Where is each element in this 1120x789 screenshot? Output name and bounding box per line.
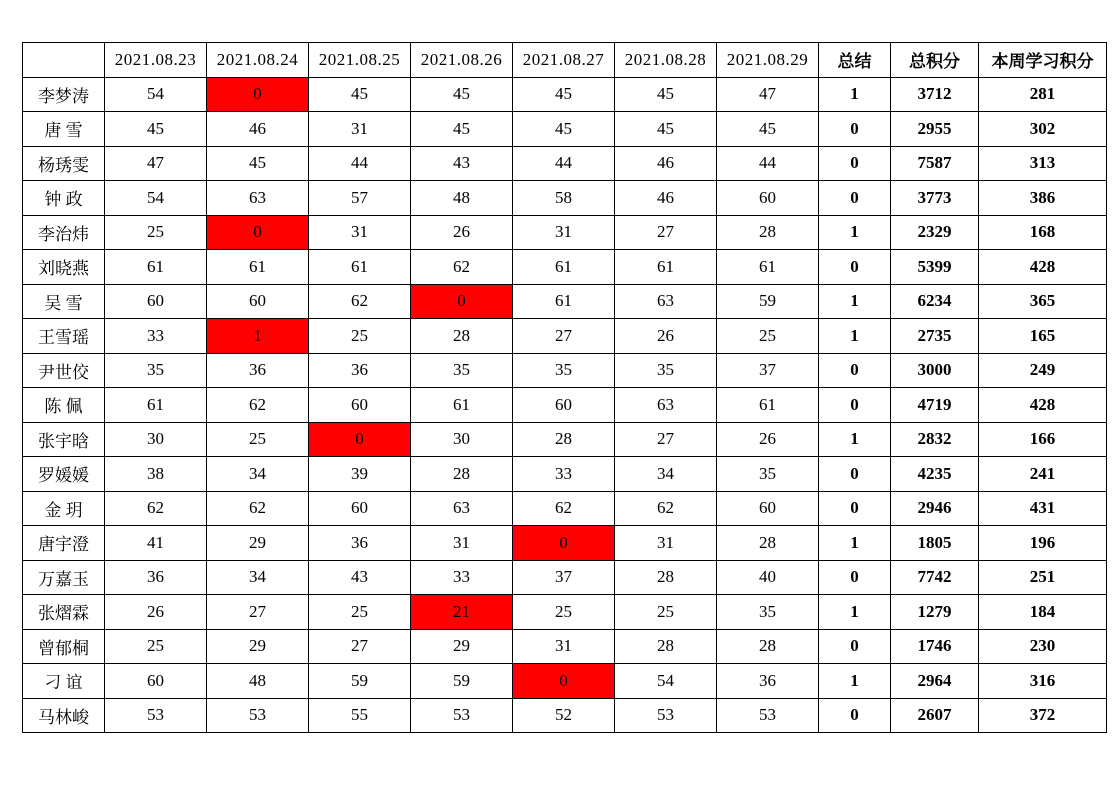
score-cell: 44: [717, 146, 819, 181]
weekly-points-cell: 365: [979, 284, 1107, 319]
table-row: [23, 353, 1107, 388]
score-cell: 34: [207, 457, 309, 492]
score-cell: 27: [615, 422, 717, 457]
score-cell: 45: [105, 112, 207, 147]
weekly-points-cell: 165: [979, 319, 1107, 354]
score-cell: 26: [615, 319, 717, 354]
score-cell: 33: [411, 560, 513, 595]
score-cell: 28: [411, 457, 513, 492]
weekly-points-cell: 428: [979, 388, 1107, 423]
summary-cell: 1: [819, 664, 891, 699]
summary-cell: 0: [819, 698, 891, 733]
total-points-cell: 6234: [891, 284, 979, 319]
score-cell: 33: [513, 457, 615, 492]
score-cell: 36: [717, 664, 819, 699]
table-row: [23, 215, 1107, 250]
summary-cell: 0: [819, 560, 891, 595]
total-points-cell: 3773: [891, 181, 979, 216]
student-name-cell: 张宇晗: [23, 422, 105, 457]
student-name-cell: 万嘉玉: [23, 560, 105, 595]
score-cell: 35: [717, 457, 819, 492]
score-cell: 25: [309, 595, 411, 630]
score-cell: 30: [105, 422, 207, 457]
summary-cell: 1: [819, 215, 891, 250]
summary-cell: 0: [819, 457, 891, 492]
score-cell: 45: [207, 146, 309, 181]
score-cell: 29: [207, 629, 309, 664]
score-cell: 63: [615, 284, 717, 319]
score-cell: 28: [615, 629, 717, 664]
score-cell: 36: [309, 526, 411, 561]
column-header-date: 2021.08.26: [411, 43, 513, 78]
table-row: [23, 595, 1107, 630]
score-cell: 59: [309, 664, 411, 699]
score-cell: 62: [411, 250, 513, 285]
student-name-cell: 杨琇雯: [23, 146, 105, 181]
score-cell: 26: [105, 595, 207, 630]
score-cell: 25: [105, 629, 207, 664]
score-cell-highlighted: 0: [309, 422, 411, 457]
score-cell: 46: [615, 146, 717, 181]
student-name-cell: 尹世佼: [23, 353, 105, 388]
score-cell: 34: [207, 560, 309, 595]
score-cell: 60: [105, 284, 207, 319]
summary-cell: 0: [819, 353, 891, 388]
score-cell-highlighted: 0: [207, 215, 309, 250]
score-cell: 44: [309, 146, 411, 181]
column-header-date: 2021.08.27: [513, 43, 615, 78]
score-cell-highlighted: 0: [513, 526, 615, 561]
score-cell: 62: [309, 284, 411, 319]
score-cell-highlighted: 0: [513, 664, 615, 699]
score-cell: 31: [309, 112, 411, 147]
table-row: [23, 146, 1107, 181]
score-cell: 37: [513, 560, 615, 595]
score-cell-highlighted: 21: [411, 595, 513, 630]
score-cell: 61: [513, 284, 615, 319]
total-points-cell: 3712: [891, 77, 979, 112]
score-cell: 29: [411, 629, 513, 664]
weekly-points-cell: 386: [979, 181, 1107, 216]
weekly-points-cell: 230: [979, 629, 1107, 664]
score-cell: 43: [411, 146, 513, 181]
score-cell: 27: [309, 629, 411, 664]
summary-cell: 0: [819, 491, 891, 526]
score-cell: 61: [411, 388, 513, 423]
weekly-points-cell: 372: [979, 698, 1107, 733]
score-cell: 61: [615, 250, 717, 285]
score-cell: 25: [717, 319, 819, 354]
table-row: [23, 664, 1107, 699]
summary-cell: 0: [819, 146, 891, 181]
score-table-container: [22, 42, 1107, 733]
score-cell: 54: [105, 181, 207, 216]
score-cell: 28: [717, 629, 819, 664]
score-cell: 48: [207, 664, 309, 699]
weekly-points-cell: 431: [979, 491, 1107, 526]
weekly-points-cell: 428: [979, 250, 1107, 285]
score-cell: 35: [513, 353, 615, 388]
table-row: [23, 629, 1107, 664]
score-cell: 45: [615, 77, 717, 112]
score-cell: 35: [717, 595, 819, 630]
column-header-date: 2021.08.29: [717, 43, 819, 78]
summary-cell: 1: [819, 526, 891, 561]
column-header-date: 2021.08.23: [105, 43, 207, 78]
score-cell: 61: [207, 250, 309, 285]
weekly-points-cell: 168: [979, 215, 1107, 250]
table-row: [23, 250, 1107, 285]
table-row: [23, 457, 1107, 492]
score-cell: 61: [105, 388, 207, 423]
table-row: [23, 112, 1107, 147]
score-cell: 45: [717, 112, 819, 147]
total-points-cell: 2607: [891, 698, 979, 733]
score-cell: 62: [207, 388, 309, 423]
score-cell: 62: [615, 491, 717, 526]
score-cell: 53: [717, 698, 819, 733]
score-cell: 55: [309, 698, 411, 733]
score-cell: 36: [207, 353, 309, 388]
score-cell: 35: [615, 353, 717, 388]
student-name-cell: 李梦涛: [23, 77, 105, 112]
table-row: [23, 77, 1107, 112]
column-header-summary: 总积分: [891, 43, 979, 78]
total-points-cell: 2946: [891, 491, 979, 526]
total-points-cell: 2955: [891, 112, 979, 147]
score-cell: 61: [717, 388, 819, 423]
summary-cell: 1: [819, 284, 891, 319]
score-cell: 62: [105, 491, 207, 526]
student-name-cell: 马林峻: [23, 698, 105, 733]
score-cell: 31: [513, 629, 615, 664]
score-cell: 35: [411, 353, 513, 388]
score-cell: 63: [207, 181, 309, 216]
score-cell: 38: [105, 457, 207, 492]
score-cell: 25: [105, 215, 207, 250]
score-cell: 28: [717, 215, 819, 250]
score-cell: 41: [105, 526, 207, 561]
score-cell: 61: [717, 250, 819, 285]
score-cell: 62: [207, 491, 309, 526]
summary-cell: 1: [819, 595, 891, 630]
column-header-date: 2021.08.25: [309, 43, 411, 78]
score-cell: 62: [513, 491, 615, 526]
score-cell: 27: [615, 215, 717, 250]
total-points-cell: 7742: [891, 560, 979, 595]
score-cell: 58: [513, 181, 615, 216]
score-cell: 27: [207, 595, 309, 630]
score-cell: 28: [411, 319, 513, 354]
score-cell: 36: [105, 560, 207, 595]
score-cell: 45: [411, 77, 513, 112]
student-name-cell: 吴 雪: [23, 284, 105, 319]
score-cell-highlighted: 0: [207, 77, 309, 112]
score-cell: 45: [309, 77, 411, 112]
score-cell: 28: [615, 560, 717, 595]
column-header-summary: 本周学习积分: [979, 43, 1107, 78]
student-name-cell: 金 玥: [23, 491, 105, 526]
score-cell: 44: [513, 146, 615, 181]
summary-cell: 0: [819, 629, 891, 664]
score-cell: 28: [717, 526, 819, 561]
score-cell: 39: [309, 457, 411, 492]
total-points-cell: 2735: [891, 319, 979, 354]
score-cell: 63: [615, 388, 717, 423]
score-cell: 61: [513, 250, 615, 285]
score-cell: 61: [105, 250, 207, 285]
student-name-cell: 唐宇澄: [23, 526, 105, 561]
table-row: [23, 560, 1107, 595]
score-cell: 25: [513, 595, 615, 630]
score-cell: 28: [513, 422, 615, 457]
score-cell: 60: [105, 664, 207, 699]
score-cell: 45: [513, 77, 615, 112]
total-points-cell: 3000: [891, 353, 979, 388]
student-name-cell: 曾郁桐: [23, 629, 105, 664]
table-row: [23, 698, 1107, 733]
score-cell: 60: [513, 388, 615, 423]
student-name-cell: 陈 佩: [23, 388, 105, 423]
student-name-cell: 唐 雪: [23, 112, 105, 147]
weekly-points-cell: 166: [979, 422, 1107, 457]
table-body: [23, 43, 1107, 733]
score-cell: 37: [717, 353, 819, 388]
table-row: [23, 388, 1107, 423]
score-cell-highlighted: 1: [207, 319, 309, 354]
summary-cell: 1: [819, 422, 891, 457]
score-cell: 54: [615, 664, 717, 699]
total-points-cell: 4719: [891, 388, 979, 423]
student-name-cell: 张熠霖: [23, 595, 105, 630]
summary-cell: 0: [819, 388, 891, 423]
table-row: [23, 284, 1107, 319]
score-cell: 53: [207, 698, 309, 733]
weekly-points-cell: 316: [979, 664, 1107, 699]
score-cell: 46: [207, 112, 309, 147]
student-name-cell: 刁 谊: [23, 664, 105, 699]
score-cell: 35: [105, 353, 207, 388]
score-cell: 34: [615, 457, 717, 492]
table-row: [23, 526, 1107, 561]
student-name-cell: 罗媛媛: [23, 457, 105, 492]
table-row: [23, 181, 1107, 216]
score-table: [22, 42, 1107, 733]
score-cell: 60: [717, 181, 819, 216]
total-points-cell: 2329: [891, 215, 979, 250]
score-cell: 61: [309, 250, 411, 285]
column-header-date: 2021.08.24: [207, 43, 309, 78]
total-points-cell: 4235: [891, 457, 979, 492]
summary-cell: 1: [819, 319, 891, 354]
score-cell: 60: [207, 284, 309, 319]
table-corner-cell: [23, 43, 105, 78]
table-row: [23, 422, 1107, 457]
column-header-summary: 总结: [819, 43, 891, 78]
summary-cell: 0: [819, 112, 891, 147]
score-cell: 63: [411, 491, 513, 526]
score-cell: 43: [309, 560, 411, 595]
weekly-points-cell: 196: [979, 526, 1107, 561]
score-cell: 45: [615, 112, 717, 147]
column-header-date: 2021.08.28: [615, 43, 717, 78]
weekly-points-cell: 249: [979, 353, 1107, 388]
total-points-cell: 1805: [891, 526, 979, 561]
score-cell: 26: [717, 422, 819, 457]
score-cell: 33: [105, 319, 207, 354]
score-cell-highlighted: 0: [411, 284, 513, 319]
score-cell: 25: [309, 319, 411, 354]
score-cell: 60: [717, 491, 819, 526]
score-cell: 25: [207, 422, 309, 457]
total-points-cell: 7587: [891, 146, 979, 181]
score-cell: 54: [105, 77, 207, 112]
student-name-cell: 刘晓燕: [23, 250, 105, 285]
weekly-points-cell: 313: [979, 146, 1107, 181]
summary-cell: 0: [819, 250, 891, 285]
score-cell: 40: [717, 560, 819, 595]
score-cell: 31: [615, 526, 717, 561]
student-name-cell: 王雪瑶: [23, 319, 105, 354]
student-name-cell: 钟 政: [23, 181, 105, 216]
score-cell: 31: [513, 215, 615, 250]
score-cell: 53: [105, 698, 207, 733]
weekly-points-cell: 281: [979, 77, 1107, 112]
weekly-points-cell: 184: [979, 595, 1107, 630]
score-cell: 59: [717, 284, 819, 319]
table-header-row: [23, 43, 1107, 78]
score-cell: 59: [411, 664, 513, 699]
total-points-cell: 2964: [891, 664, 979, 699]
score-cell: 47: [105, 146, 207, 181]
score-cell: 46: [615, 181, 717, 216]
score-cell: 60: [309, 388, 411, 423]
score-cell: 26: [411, 215, 513, 250]
score-cell: 25: [615, 595, 717, 630]
total-points-cell: 1279: [891, 595, 979, 630]
score-cell: 47: [717, 77, 819, 112]
score-cell: 30: [411, 422, 513, 457]
score-cell: 52: [513, 698, 615, 733]
score-cell: 57: [309, 181, 411, 216]
weekly-points-cell: 302: [979, 112, 1107, 147]
score-cell: 45: [411, 112, 513, 147]
table-row: [23, 319, 1107, 354]
weekly-points-cell: 241: [979, 457, 1107, 492]
total-points-cell: 1746: [891, 629, 979, 664]
score-cell: 29: [207, 526, 309, 561]
score-cell: 60: [309, 491, 411, 526]
score-cell: 48: [411, 181, 513, 216]
score-cell: 31: [309, 215, 411, 250]
table-row: [23, 491, 1107, 526]
score-cell: 53: [411, 698, 513, 733]
score-cell: 53: [615, 698, 717, 733]
score-cell: 36: [309, 353, 411, 388]
total-points-cell: 5399: [891, 250, 979, 285]
total-points-cell: 2832: [891, 422, 979, 457]
summary-cell: 1: [819, 77, 891, 112]
summary-cell: 0: [819, 181, 891, 216]
score-cell: 45: [513, 112, 615, 147]
score-cell: 27: [513, 319, 615, 354]
weekly-points-cell: 251: [979, 560, 1107, 595]
student-name-cell: 李治炜: [23, 215, 105, 250]
score-cell: 31: [411, 526, 513, 561]
